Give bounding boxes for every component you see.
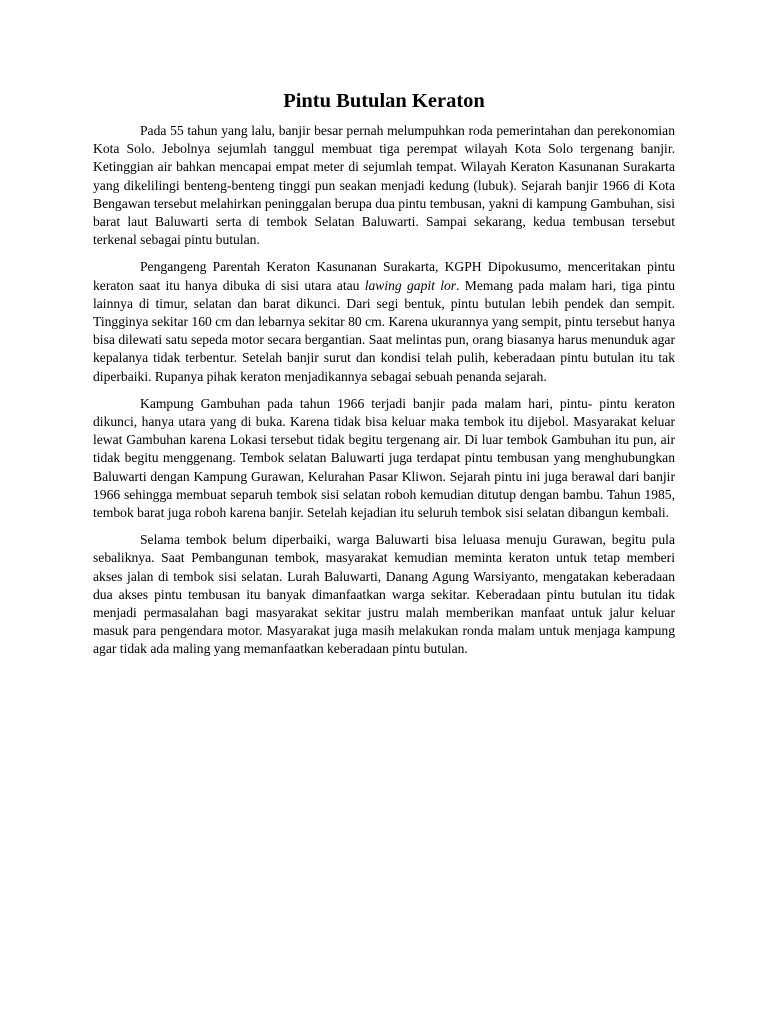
paragraph-2 xyxy=(93,258,675,385)
document-title: Pintu Butulan Keraton xyxy=(283,90,485,112)
paragraph-1-text: Pada 55 tahun yang lalu, banjir besar pernah melumpuhkan roda pemerintahan dan perekonomian Kota Solo. Jebolnya sejumlah tanggul membuat tiga perempat wilayah Kota Solo tergenang banjir. Ketinggian air bahkan mencapai empat meter di sejumlah tempat. Wilayah Keraton Kasunanan Surakarta yang dikelilingi benteng-benteng tinggi pun seakan menjadi kedung (lubuk). Sejarah banjir 1966 di Kota Bengawan tersebut melahirkan peninggalan berupa dua pintu tembusan, yakni di kampung Gambuhan, sisi barat laut Baluwarti serta di tembok Selatan Baluwarti. Sampai sekarang, kedua tembusan tersebut terkenal sebagai pintu butulan. xyxy=(93,123,675,248)
document-page xyxy=(93,88,675,668)
paragraph-1 xyxy=(93,122,675,249)
paragraph-4-text: Selama tembok belum diperbaiki, warga Baluwarti bisa leluasa menuju Gurawan, begitu pula sebaliknya. Saat Pembangunan tembok, masyarakat kemudian meminta keraton untuk tetap memberi akses jalan di tembok sisi selatan. Lurah Baluwarti, Danang Agung Warsiyanto, mengatakan keberadaan dua akses pintu tembusan itu banyak dimanfaatkan warga sekitar. Keberadaan pintu butulan itu tidak menjadi permasalahan bagi masyarakat sekitar justru malah memberikan manfaat untuk jalur keluar masuk para pengendara motor. Masyarakat juga masih melakukan ronda malam untuk menjaga kampung agar tidak ada maling yang memanfaatkan keberadaan pintu butulan. xyxy=(93,532,675,657)
paragraph-2-text-end: . Memang pada malam hari, tiga pintu lainnya di timur, selatan dan barat dikunci. Dari segi bentuk, pintu butulan lebih pendek dan sempit. Tingginya sekitar 160 cm dan lebarnya sekitar 80 cm. Karena ukurannya yang sempit, pintu tersebut hanya bisa dilewati satu sepeda motor secara bergantian. Saat melintas pun, orang biasanya harus menunduk agar kepalanya tidak terbentur. Setelah banjir surut dan kondisi telah pulih, keberadaan pintu butulan itu tak diperbaiki. Rupanya pihak keraton menjadikannya sebagai sebuah penanda sejarah. xyxy=(93,277,675,384)
paragraph-2-text-start: Pengangeng Parentah Keraton Kasunanan Surakarta, KGPH Dipokusumo, menceritakan pintu keraton saat itu hanya dibuka di sisi utara atau xyxy=(93,259,675,293)
paragraph-4 xyxy=(93,531,675,658)
paragraph-3 xyxy=(93,395,675,522)
paragraph-3-text: Kampung Gambuhan pada tahun 1966 terjadi banjir pada malam hari, pintu- pintu keraton dikunci, hanya utara yang di buka. Karena tidak bisa keluar maka tembok itu dijebol. Masyarakat keluar lewat Gambuhan karena Lokasi tersebut tidak begitu tergenang air. Di luar tembok Gambuhan itu pun, air tidak begitu menggenang. Tembok selatan Baluwarti juga terdapat pintu tembusan yang menghubungkan Baluwarti dengan Kampung Gurawan, Kelurahan Pasar Kliwon. Sejarah pintu ini juga berawal dari banjir 1966 sehingga membuat separuh tembok sisi selatan roboh kemudian ditutup dengan bambu. Tahun 1985, tembok barat juga roboh karena banjir. Setelah kejadian itu seluruh tembok sisi selatan dibangun kembali. xyxy=(93,395,675,521)
paragraph-2-italic-term: lawing gapit lor xyxy=(364,277,457,293)
